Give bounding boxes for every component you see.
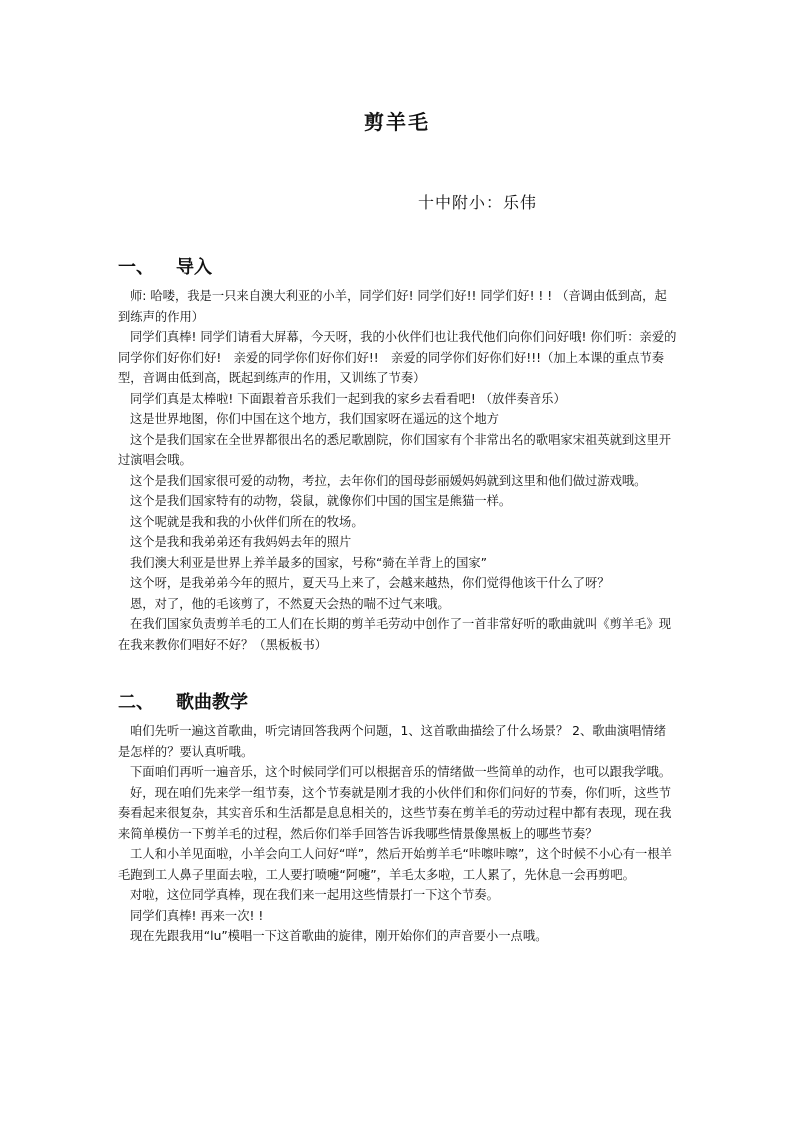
- section-title: 歌曲教学: [176, 692, 248, 713]
- paragraph: 现在先跟我用“lu”模唱一下这首歌曲的旋律，刚开始你们的声音要小一点哦。: [130, 929, 548, 943]
- document-title: 剪羊毛: [364, 110, 430, 134]
- paragraph: 这是世界地图，你们中国在这个地方，我们国家呀在遥远的这个地方: [130, 412, 499, 426]
- paragraph: 咱们先听一遍这首歌曲，听完请回答我两个问题，1、这首歌曲描绘了什么场景？ 2、歌曲演唱情绪是怎样的？要认真听哦。: [118, 724, 667, 759]
- section-body-intro: [118, 286, 678, 655]
- paragraph: 同学们真棒! 再来一次! !: [130, 908, 264, 923]
- paragraph: 恩，对了，他的毛该剪了，不然夏天会热的喘不过气来哦。: [130, 596, 450, 611]
- paragraph: 师: 哈喽，我是一只来自澳大利亚的小羊，同学们好! 同学们好!! 同学们好! ! ! （音调由低到高，起到练声的作用）: [118, 289, 667, 324]
- section-number: 一、: [118, 257, 154, 278]
- paragraph: 我们澳大利亚是世界上养羊最多的国家，号称“骑在羊背上的国家”: [130, 555, 488, 570]
- paragraph: 同学们真是太棒啦! 下面跟着音乐我们一起到我的家乡去看看吧! （放伴奏音乐）: [130, 391, 566, 406]
- paragraph: 这个是我们国家在全世界都很出名的悉尼歌剧院，你们国家有个非常出名的歌唱家宋祖英就到这里开过演唱会哦。: [118, 432, 672, 467]
- author-line: 十中附小：乐伟: [418, 193, 538, 212]
- paragraph: 工人和小羊见面啦，小羊会向工人问好“咩”，然后开始剪羊毛“咔嚓咔嚓”，这个时候不小心有一根羊毛跑到工人鼻子里面去啦，工人要打喷嚏“阿嚏”，羊毛太多啦，工人累了，先休息一会再剪吧。: [118, 847, 672, 882]
- paragraph: 好，现在咱们先来学一组节奏，这个节奏就是刚才我的小伙伴们和你们问好的节奏，你们听，这些节奏看起来很复杂，其实音乐和生活都是息息相关的，这些节奏在剪羊毛的劳动过程中都有表现，现在我来简单模仿一下剪羊毛的过程，然后你们举手回答告诉我哪些情景像黑板上的哪些节奏？: [118, 785, 672, 841]
- section-title: 导入: [176, 257, 212, 278]
- paragraph: 对啦，这位同学真棒，现在我们来一起用这些情景打一下这个节奏。: [130, 888, 499, 902]
- paragraph: 下面咱们再听一遍音乐，这个时候同学们可以根据音乐的情绪做一些简单的动作，也可以跟我学哦。: [130, 765, 672, 779]
- paragraph: 这个是我们国家特有的动物，袋鼠，就像你们中国的国宝是熊猫一样。: [130, 494, 512, 508]
- paragraph: 在我们国家负责剪羊毛的工人们在长期的剪羊毛劳动中创作了一首非常好听的歌曲就叫《剪羊毛》现在我来教你们唱好不好？（黑板板书）: [118, 617, 672, 652]
- paragraph: 这个是我和我弟弟还有我妈妈去年的照片: [130, 535, 352, 549]
- section-heading-song-teaching: [118, 688, 248, 714]
- section-body-song-teaching: [118, 721, 678, 947]
- section-number: 二、: [118, 692, 154, 713]
- paragraph: 这个呢就是我和我的小伙伴们所在的牧场。: [130, 514, 364, 529]
- paragraph: 同学们真棒! 同学们请看大屏幕，今天呀，我的小伙伴们也让我代他们向你们问好哦! 你们听：亲爱的同学你们好你们好! 亲爱的同学你们好你们好!! 亲爱的同学你们好你们好!!!（加上本课的重点节奏型，音调由低到高，既起到练声的作用，又训练了节奏）: [118, 330, 677, 385]
- paragraph: 这个呀，是我弟弟今年的照片，夏天马上来了，会越来越热，你们觉得他该干什么了呀？: [130, 576, 610, 590]
- paragraph: 这个是我们国家很可爱的动物，考拉，去年你们的国母彭丽媛妈妈就到这里和他们做过游戏哦。: [130, 473, 647, 488]
- section-heading-intro: [118, 253, 212, 279]
